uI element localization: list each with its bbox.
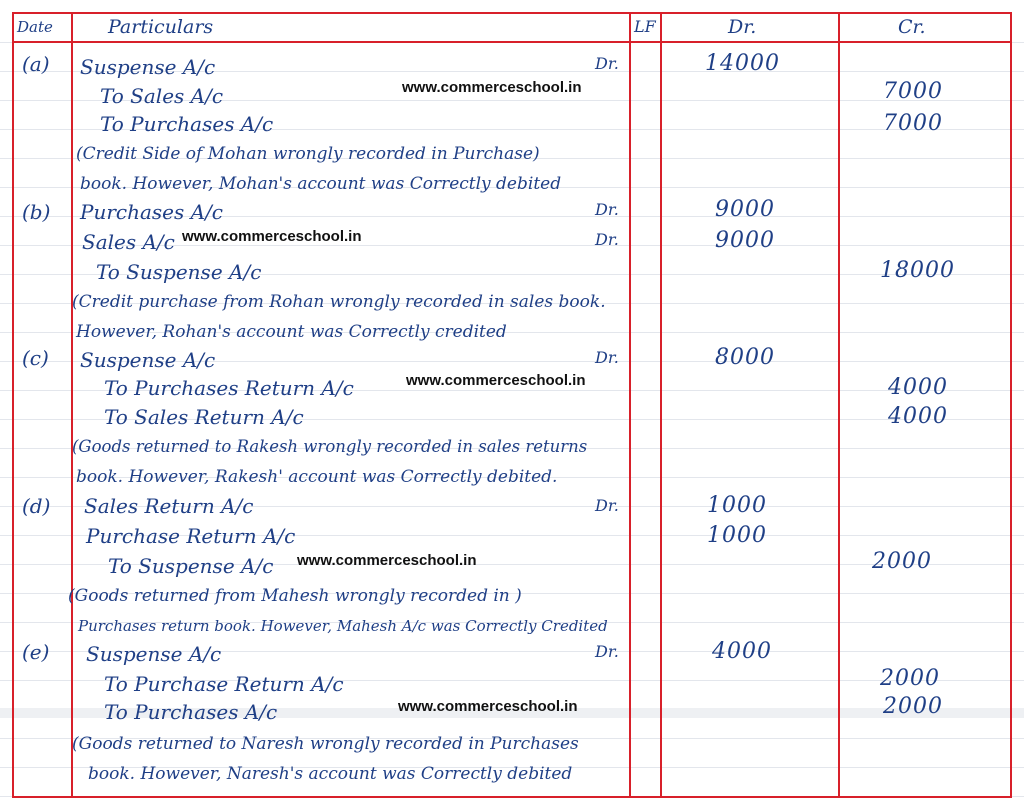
header-particulars: Particulars bbox=[108, 16, 214, 38]
entry-d-debit-amount-1: 1000 bbox=[707, 493, 767, 518]
entry-e-debit-account-1: Suspense A/c bbox=[86, 642, 222, 666]
entry-d-debit-account-1: Sales Return A/c bbox=[84, 494, 254, 518]
entry-a-credit-amount-1: 7000 bbox=[883, 79, 943, 104]
watermark-5: www.commerceschool.in bbox=[398, 698, 578, 715]
entry-b-debit-amount-1: 9000 bbox=[715, 197, 775, 222]
header-date: Date bbox=[17, 18, 53, 36]
entry-e-credit-account-2: To Purchases A/c bbox=[104, 700, 278, 724]
entry-e-debit-amount-1: 4000 bbox=[712, 639, 772, 664]
entry-e-dr-marker-1: Dr. bbox=[595, 642, 619, 661]
entry-a-narration-1: (Credit Side of Mohan wrongly recorded in Purchase) bbox=[76, 144, 540, 164]
entry-c-debit-amount-1: 8000 bbox=[715, 345, 775, 370]
entry-d-dr-marker-1: Dr. bbox=[595, 496, 619, 515]
header-bottom-border bbox=[12, 41, 1012, 43]
entry-c-debit-account-1: Suspense A/c bbox=[80, 348, 216, 372]
entry-e-credit-amount-1: 2000 bbox=[880, 666, 940, 691]
entry-e-narration-1: (Goods returned to Naresh wrongly recorded in Purchases bbox=[72, 734, 579, 754]
entry-c-credit-amount-1: 4000 bbox=[888, 375, 948, 400]
table-bottom-border bbox=[12, 796, 1012, 798]
left-border bbox=[12, 12, 14, 798]
entry-a-credit-account-1: To Sales A/c bbox=[100, 84, 224, 108]
entry-a-debit-account-1: Suspense A/c bbox=[80, 55, 216, 79]
watermark-1: www.commerceschool.in bbox=[402, 79, 582, 96]
table-top-border bbox=[12, 12, 1012, 14]
entry-b-dr-marker-2: Dr. bbox=[595, 230, 619, 249]
entry-d-debit-amount-2: 1000 bbox=[707, 523, 767, 548]
entry-c-credit-amount-2: 4000 bbox=[888, 404, 948, 429]
entry-a-narration-2: book. However, Mohan's account was Correctly debited bbox=[80, 174, 562, 194]
right-border bbox=[1010, 12, 1012, 798]
entry-c-credit-account-1: To Purchases Return A/c bbox=[104, 376, 354, 400]
entry-b-dr-marker-1: Dr. bbox=[595, 200, 619, 219]
entry-c-narration-1: (Goods returned to Rakesh wrongly recorded in sales returns bbox=[72, 437, 588, 456]
entry-e-credit-account-1: To Purchase Return A/c bbox=[104, 672, 344, 696]
watermark-4: www.commerceschool.in bbox=[297, 552, 477, 569]
entry-d-credit-amount-1: 2000 bbox=[872, 549, 932, 574]
entry-d-narration-1: (Goods returned from Mahesh wrongly recorded in ) bbox=[68, 586, 522, 606]
entry-e-narration-2: book. However, Naresh's account was Correctly debited bbox=[88, 764, 573, 784]
entry-a-credit-amount-2: 7000 bbox=[883, 111, 943, 136]
entry-d-credit-account-1: To Suspense A/c bbox=[108, 554, 274, 578]
entry-b-narration-2: However, Rohan's account was Correctly credited bbox=[76, 322, 507, 342]
entry-b-debit-account-2: Sales A/c bbox=[82, 230, 175, 254]
entry-e-credit-amount-2: 2000 bbox=[883, 694, 943, 719]
entry-d-label: (d) bbox=[22, 494, 51, 518]
entry-c-credit-account-2: To Sales Return A/c bbox=[104, 405, 304, 429]
header-dr: Dr. bbox=[728, 16, 757, 38]
entry-b-debit-account-1: Purchases A/c bbox=[80, 200, 224, 224]
entry-c-label: (c) bbox=[22, 346, 49, 370]
entry-a-credit-account-2: To Purchases A/c bbox=[100, 112, 274, 136]
entry-d-debit-account-2: Purchase Return A/c bbox=[86, 524, 296, 548]
watermark-2: www.commerceschool.in bbox=[182, 228, 362, 245]
date-column-divider bbox=[71, 12, 73, 798]
entry-b-credit-amount-1: 18000 bbox=[880, 258, 955, 283]
header-cr: Cr. bbox=[898, 16, 926, 38]
particulars-column-divider bbox=[629, 12, 631, 798]
entry-d-narration-2: Purchases return book. However, Mahesh A/c was Correctly Credited bbox=[78, 617, 608, 635]
entry-c-dr-marker-1: Dr. bbox=[595, 348, 619, 367]
entry-a-debit-amount-1: 14000 bbox=[705, 51, 780, 76]
dr-column-divider bbox=[838, 12, 840, 798]
lf-column-divider bbox=[660, 12, 662, 798]
entry-c-narration-2: book. However, Rakesh' account was Correctly debited. bbox=[76, 467, 558, 487]
entry-b-narration-1: (Credit purchase from Rohan wrongly recorded in sales book. bbox=[72, 292, 606, 312]
entry-b-label: (b) bbox=[22, 200, 51, 224]
entry-a-label: (a) bbox=[22, 52, 50, 76]
entry-a-dr-marker-1: Dr. bbox=[595, 54, 619, 73]
entry-b-debit-amount-2: 9000 bbox=[715, 228, 775, 253]
header-lf: LF bbox=[634, 17, 656, 36]
entry-b-credit-account-1: To Suspense A/c bbox=[96, 260, 262, 284]
entry-e-label: (e) bbox=[22, 640, 50, 664]
watermark-3: www.commerceschool.in bbox=[406, 372, 586, 389]
